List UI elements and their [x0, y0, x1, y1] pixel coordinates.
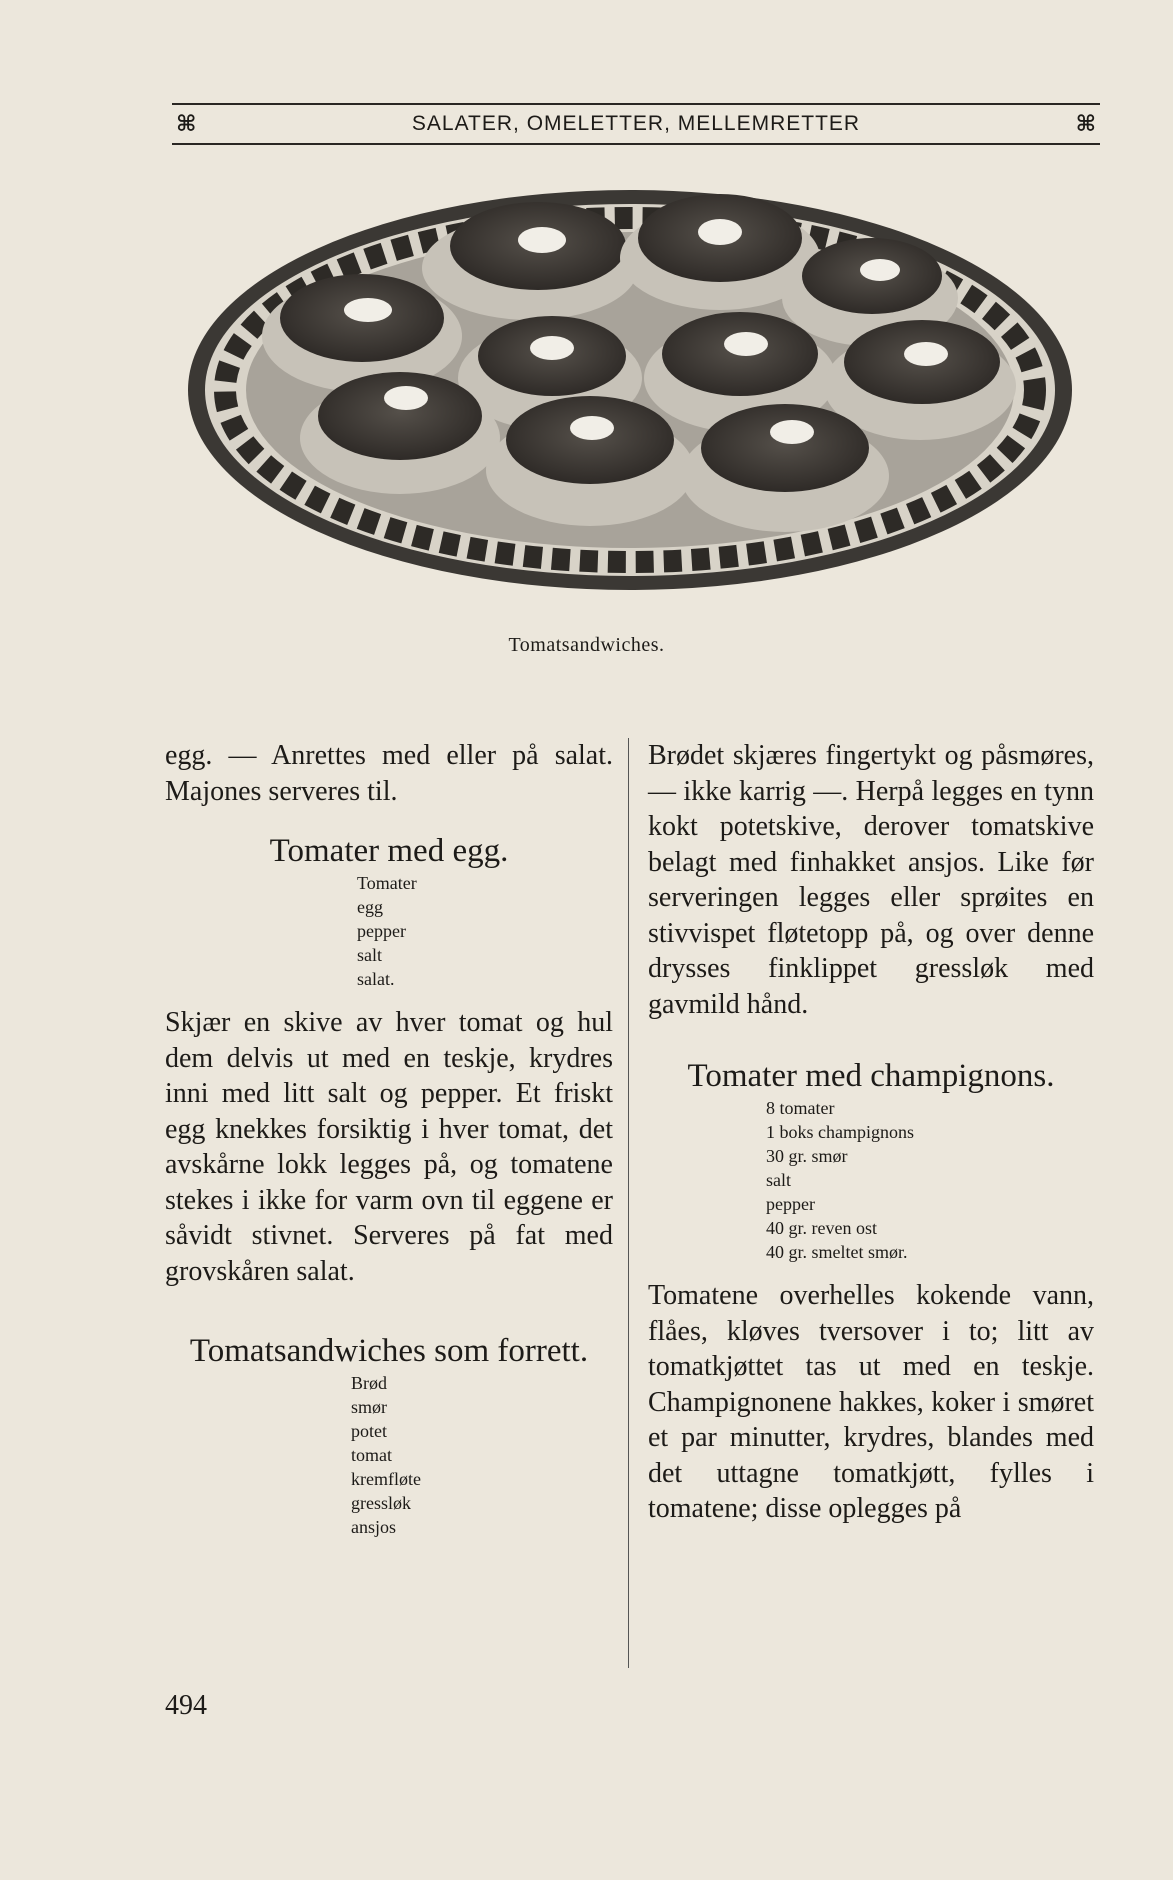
ingredient: ansjos: [351, 1517, 396, 1537]
paragraph-tomater-med-champignons: Tomatene overhelles kokende vann, flåes, kløves tversover i to; litt av tomatkjøttet tas ut med en teskje. Champignonene hakkes, koker i smøret et par minutter, krydres, blandes med det uttagne tomatkjøtt, fylles i tomatene; disse oplegges på: [648, 1280, 1094, 1524]
ingredient-list-1: [357, 871, 613, 991]
column-divider: [628, 738, 629, 1668]
ingredient-list-3: [766, 1096, 1094, 1264]
ingredient: 40 gr. smeltet smør.: [766, 1242, 908, 1262]
ingredient: kremfløte: [351, 1469, 421, 1489]
ingredient: 40 gr. reven ost: [766, 1218, 877, 1238]
ingredient: salt: [357, 945, 382, 965]
ingredient: pepper: [357, 921, 406, 941]
ingredient: tomat: [351, 1445, 392, 1465]
figure-caption: Tomatsandwiches.: [508, 634, 665, 656]
right-column: [648, 738, 1094, 1527]
ingredient: 30 gr. smør: [766, 1146, 848, 1166]
ingredient: 8 tomater: [766, 1098, 835, 1118]
continued-paragraph: egg. — Anrettes med eller på salat. Majones serveres til.: [165, 740, 613, 807]
running-header: [172, 103, 1100, 145]
paragraph-tomatsandwiches: Brødet skjæres fingertykt og påsmøres, — ikke karrig —. Herpå legges en tynn kokt potetskive, derover tomatskive belagt med finhakket ansjos. Like før serveringen legges eller sprøites en stivvispet fløtetopp på, og over denne drysses finklippet gressløk med gavmild hånd.: [648, 740, 1094, 1020]
header-ornament-right: ⌘: [1075, 111, 1096, 137]
left-column: [165, 738, 613, 1539]
ingredient-list-2: [351, 1371, 613, 1539]
heading-tomatsandwiches: Tomatsandwiches som forrett.: [189, 1333, 589, 1369]
ingredient: 1 boks champignons: [766, 1122, 914, 1142]
tomato-sandwiches-photo: [180, 158, 1080, 628]
ingredient: Brød: [351, 1373, 387, 1393]
ingredient: pepper: [766, 1194, 815, 1214]
paragraph-tomater-med-egg: Skjær en skive av hver tomat og hul dem delvis ut med en teskje, krydres inni med litt salt og pepper. Et friskt egg knekkes forsiktig i hver tomat, det avskårne lokk legges på, og tomatene stekes i ikke for varm ovn til eggene er såvidt stivnet. Serveres på fat med grovskåren salat.: [165, 1007, 613, 1287]
header-title: SALATER, OMELETTER, MELLEMRETTER: [411, 112, 861, 135]
ingredient: egg: [357, 897, 383, 917]
header-ornament-left: ⌘: [176, 111, 197, 137]
ingredient: gressløk: [351, 1493, 411, 1513]
ingredient: potet: [351, 1421, 387, 1441]
heading-tomater-med-egg: Tomater med egg.: [269, 833, 509, 869]
ingredient: salat.: [357, 969, 395, 989]
page-number: 494: [165, 1690, 207, 1721]
heading-tomater-med-champignons: Tomater med champignons.: [687, 1058, 1055, 1094]
ingredient: Tomater: [357, 873, 417, 893]
ingredient: smør: [351, 1397, 387, 1417]
ingredient: salt: [766, 1170, 791, 1190]
